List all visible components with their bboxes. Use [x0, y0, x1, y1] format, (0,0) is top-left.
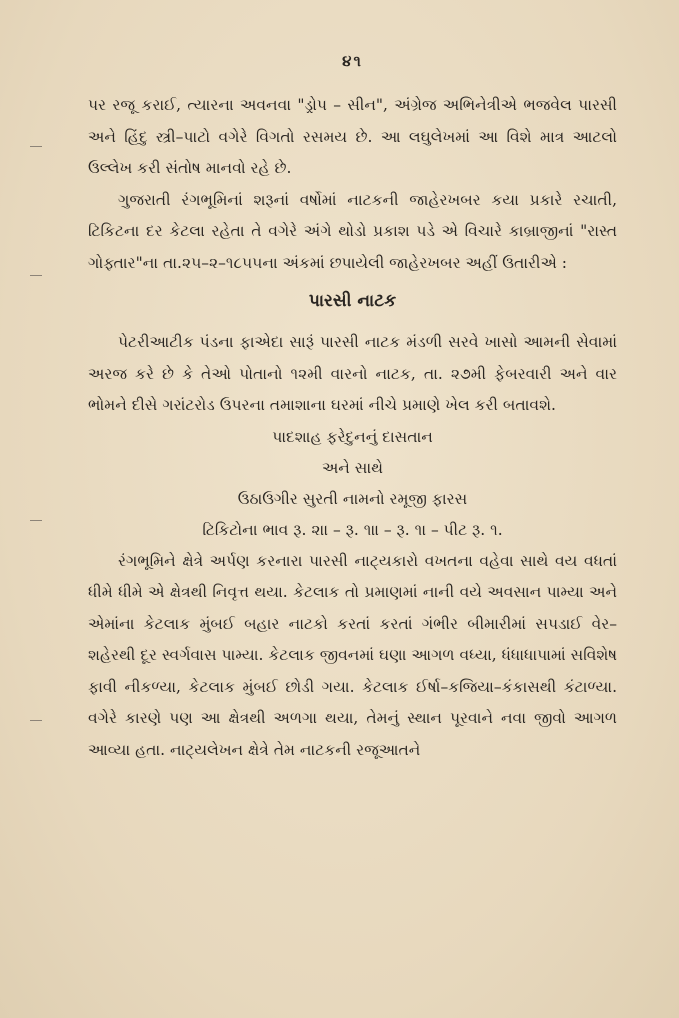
- margin-tick: [30, 275, 42, 276]
- paragraph-2: ગુજરાતી રંગભૂમિનાં શરૂનાં વર્ષોમાં નાટકની જાહેરખબર કયા પ્રકારે રચાતી, ટિકિટના દર કેટલા રહેતા તે વગેરે અંગે થોડો પ્રકાશ પડે એ વિચારે કાબ્રાજીનાં "રાસ્ત ગોફ્તાર"ના તા.૨૫–૨–૧૮૫૫ના અંકમાં છપાયેલી જાહેરખબર અહીં ઉતારીએ :: [88, 190, 617, 272]
- margin-tick: [30, 146, 42, 147]
- margin-tick: [30, 720, 42, 721]
- page-number: ૪૧: [342, 52, 363, 70]
- advertisement-ticket-prices: ટિકિટોના ભાવ રૂ. ૨ાા – રૂ. ૧ાા – રૂ. ૧ા – પીટ રૂ. ૧.: [202, 520, 503, 539]
- paragraph-1: પર રજૂ કરાઈ, ત્યારના અવનવા "ડ્રોપ – સીન", અંગ્રેજ અભિનેત્રીએ ભજવેલ પારસી અને હિંદુ સ્ત્રી–પાટો વગેરે વિગતો રસમય છે. આ લઘુલેખમાં આ વિશે માત્ર આટલો ઉલ્લેખ કરી સંતોષ માનવો રહે છે.: [88, 96, 617, 177]
- advertisement-heading: પારસી નાટક: [308, 291, 397, 311]
- advertisement-body: પેટરીઆટીક પંડના ફાએદા સારૂં પારસી નાટક મંડળી સરવે ખાસો આમની સેવામાં અરજ કરે છે કે તેઓ પોતાનો ૧૨મી વારનો નાટક, તા. ૨૭મી ફેબરવારી અને વાર ભોમને દીસે ગરાંટરોડ ઉપરના તમાશાના ઘરમાં નીચે પ્રમાણે ખેલ કરી બતાવશે.: [88, 333, 617, 414]
- paragraph-3: રંગભૂમિને ક્ષેત્રે અર્પણ કરનારા પારસી નાટ્યકારો વખતના વહેવા સાથે વય વધતાં ધીમે ધીમે એ ક્ષેત્રથી નિવૃત્ત થયા. કેટલાક તો પ્રમાણમાં નાની વયે અવસાન પામ્યા અને એમાંના કેટલાક મુંબઈ બહાર નાટકો કરતાં કરતાં ગંભીર બીમારીમાં સપડાઈ વેર–શહેરથી દૂર સ્વર્ગવાસ પામ્યા. કેટલાક જીવનમાં ઘણા આગળ વધ્યા, ધંધાધાપામાં સવિશેષ ફાવી નીકળ્યા, કેટલાક મુંબઈ છોડી ગયા. કેટલાક ઈર્ષા–કજિયા–કંકાસથી કંટાળ્યા. વગેરે કારણે પણ આ ક્ષેત્રથી અળગા થયા, તેમનું સ્થાન પૂરવાને નવા જીવો આગળ આવ્યા હતા. નાટ્યલેખન ક્ષેત્રે તેમ નાટકની રજૂઆતને: [88, 551, 617, 759]
- margin-marks: [0, 0, 80, 1018]
- advertisement-play-title: પાદશાહ ફરેદુનનું દાસતાન: [272, 427, 433, 446]
- advertisement-farce-title: ઉઠાઉગીર સુરતી નામનો રમૂજી ફારસ: [237, 489, 468, 508]
- margin-tick: [30, 520, 42, 521]
- advertisement-and-with: અને સાથે: [321, 458, 384, 477]
